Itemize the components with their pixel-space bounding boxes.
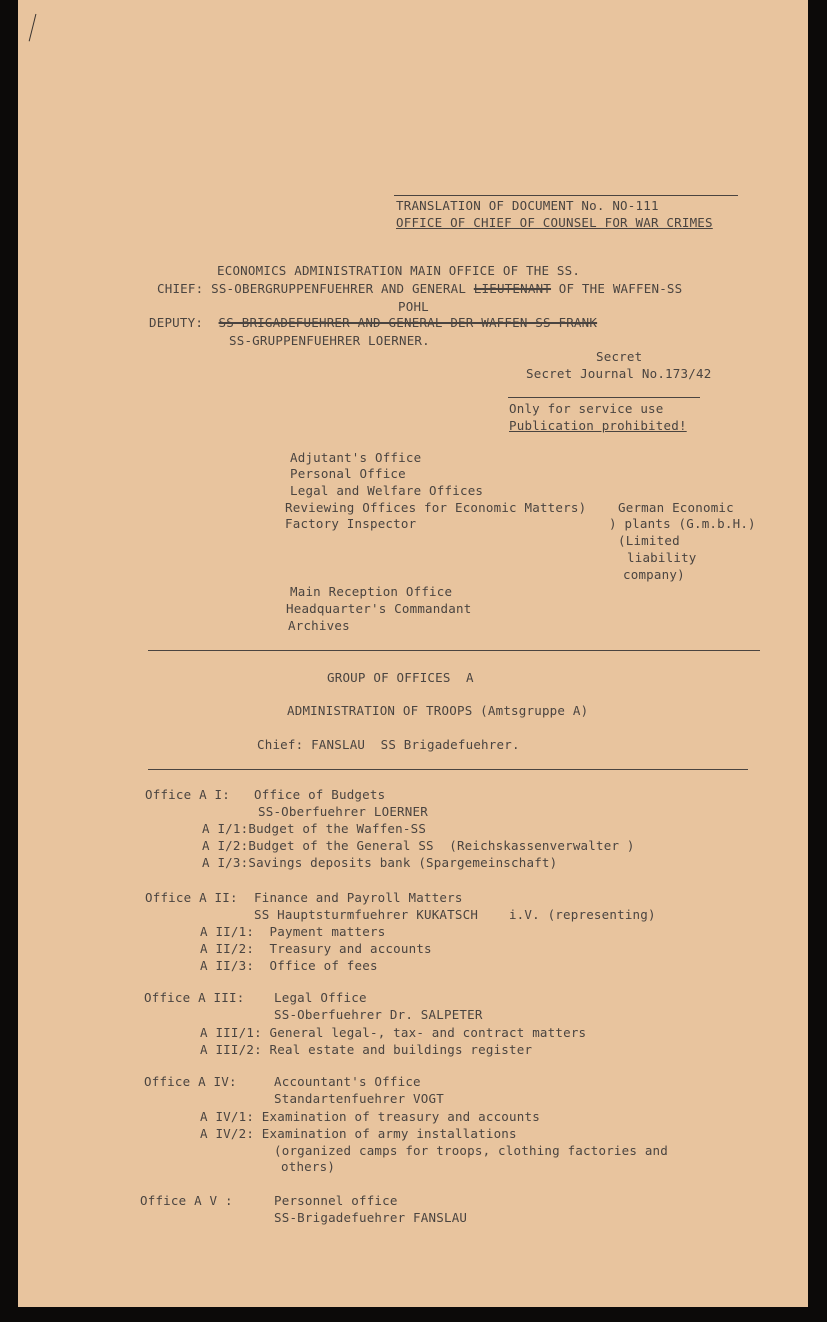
office-subitem: A III/2: Real estate and buildings register [200,1042,533,1057]
office-subitem: A I/2:Budget of the General SS (Reichskassenverwalter ) [202,838,635,853]
office-label: Office A IV: [144,1074,237,1089]
chief-name-b: OF THE WAFFEN-SS [551,281,683,296]
pen-mark [29,14,40,42]
office-item: Adjutant's Office [290,450,422,465]
office-item: Reviewing Offices for Economic Matters) [285,500,587,515]
office-subitem: A IV/1: Examination of treasury and accounts [200,1109,540,1124]
chief-label: CHIEF: [157,281,204,296]
office-item: Main Reception Office [290,584,453,599]
office-subitem: A I/1:Budget of the Waffen-SS [202,821,427,836]
german-plants-line: ) plants (G.m.b.H.) [609,516,756,531]
deputy-name: SS-GRUPPENFUEHRER LOERNER. [229,333,430,348]
office-label: Office A V : [140,1193,233,1208]
chief-line [157,281,682,297]
header-top-rule [394,195,738,196]
office-head: SS-Brigadefuehrer FANSLAU [274,1210,468,1225]
german-plants-line: company) [623,567,685,582]
office-item: Legal and Welfare Offices [290,483,484,498]
office-head: SS-Oberfuehrer LOERNER [258,804,428,819]
group-subtitle: ADMINISTRATION OF TROOPS (Amtsgruppe A) [287,703,589,718]
chief-surname: POHL [398,299,429,314]
office-subitem: A II/2: Treasury and accounts [200,941,432,956]
publication-prohibited: Publication prohibited! [509,418,687,433]
office-head: Standartenfuehrer VOGT [274,1091,444,1106]
service-use: Only for service use [509,401,664,416]
office-title: Accountant's Office [274,1074,421,1089]
office-note: (organized camps for troops, clothing factories and [274,1143,669,1158]
office-subitem: A II/1: Payment matters [200,924,386,939]
chief-name-a: SS-OBERGRUPPENFUEHRER AND GENERAL [211,281,474,296]
deputy-struck: SS-BRIGADEFUEHRER AND GENERAL DER WAFFEN-SS FRANK [218,315,598,330]
office-subitem: A III/1: General legal-, tax- and contract matters [200,1025,587,1040]
main-title: ECONOMICS ADMINISTRATION MAIN OFFICE OF THE SS. [217,263,581,278]
office-item: Factory Inspector [285,516,417,531]
office-item: Personal Office [290,466,406,481]
classification-rule [508,397,700,398]
section-rule [148,650,760,651]
office-title: Finance and Payroll Matters [254,890,463,905]
group-title: GROUP OF OFFICES A [327,670,474,685]
secret-label: Secret [596,349,643,364]
office-title: Legal Office [274,990,367,1005]
office-label: Office A I: [145,787,230,802]
document-page [18,0,808,1307]
office-item: Archives [288,618,350,633]
office-subitem: A IV/2: Examination of army installations [200,1126,517,1141]
german-plants-line: German Economic [618,500,734,515]
office-title: Office of Budgets [254,787,386,802]
german-plants-line: (Limited [618,533,680,548]
office-title: Personnel office [274,1193,398,1208]
translation-line: TRANSLATION OF DOCUMENT No. NO-111 [396,198,659,213]
office-label: Office A III: [144,990,245,1005]
group-chief: Chief: FANSLAU SS Brigadefuehrer. [257,737,520,752]
secret-journal: Secret Journal No.173/42 [526,366,712,381]
section-rule [148,769,748,770]
office-head: SS Hauptsturmfuehrer KUKATSCH i.V. (representing) [254,907,656,922]
office-item: Headquarter's Commandant [286,601,472,616]
office-note: others) [281,1159,336,1174]
office-subitem: A II/3: Office of fees [200,958,378,973]
german-plants-line: liability [627,550,697,565]
deputy-label: DEPUTY: [149,315,204,330]
office-label: Office A II: [145,890,238,905]
deputy-line [149,315,597,331]
chief-name-struck: LIEUTENANT [473,281,552,296]
office-line: OFFICE OF CHIEF OF COUNSEL FOR WAR CRIMES [396,215,713,230]
office-head: SS-Oberfuehrer Dr. SALPETER [274,1007,483,1022]
office-subitem: A I/3:Savings deposits bank (Spargemeinschaft) [202,855,558,870]
